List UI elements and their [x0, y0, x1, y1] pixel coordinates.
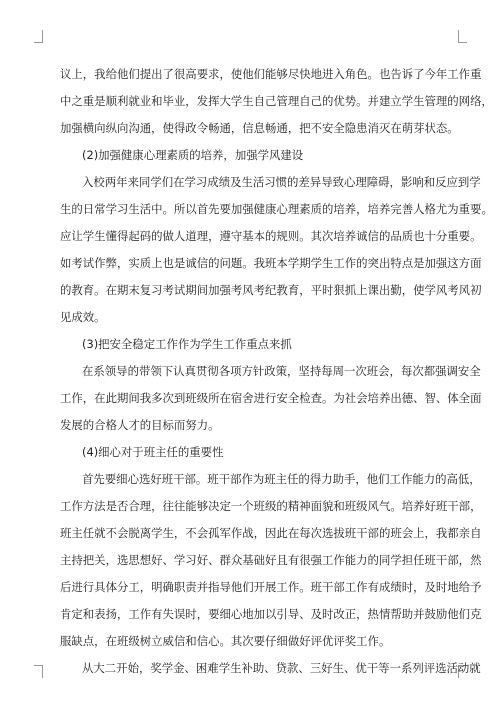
section-heading: (2)加强健康心理素质的培养，加强学风建设	[82, 148, 304, 162]
section-heading: (3)把安全稳定工作作为学生工作重点来抓	[82, 337, 292, 351]
body-text-line: 首先要细心选好班干部。班干部作为班主任的得力助手，他们工作能力的高低，	[82, 472, 481, 486]
corner-mark-bottom-left	[34, 665, 43, 678]
body-text-line: 入校两年来同学们在学习成绩及生活习惯的差异导致心理障碍，影响和反应到学	[82, 175, 481, 189]
corner-mark-top-left	[34, 30, 43, 43]
body-text-line: 的教育。在期末复习考试期间加强考风考纪教育，平时狠抓上课出勤，使学风考风初	[60, 283, 482, 297]
body-text-line: 后进行具体分工，明确职责并指导他们开展工作。班干部工作有成绩时，及时地给予	[60, 580, 482, 594]
body-text-line: 工作方法是否合理，往往能够决定一个班级的精神面貌和班级风气。培养好班干部，	[60, 499, 482, 513]
body-text-line: 议上，我给他们提出了很高要求，使他们能够尽快地进入角色。也告诉了今年工作重	[60, 67, 482, 81]
body-text-line: 如考试作弊，实质上也是诚信的问题。我班本学期学生工作的突出特点是加强这方面	[60, 256, 482, 270]
body-text-line: 班主任就不会脱离学生，不会孤军作战，因此在每次选拔班干部的班会上，我都亲自	[60, 526, 482, 540]
body-text-line: 见成效。	[60, 310, 106, 324]
corner-mark-top-right	[458, 30, 467, 43]
body-text-line: 主持把关，选思想好、学习好、群众基础好且有很强工作能力的同学担任班干部，然	[60, 553, 482, 567]
section-heading: (4)细心对于班主任的重要性	[82, 445, 224, 459]
body-text-line: 肯定和表扬，工作有失误时，要细心地加以引导、及时改正，热情帮助并鼓励他们克	[60, 607, 482, 621]
body-text-line: 发展的合格人才的目标而努力。	[60, 418, 220, 432]
body-text-line: 从大二开始，奖学金、困难学生补助、贷款、三好生、优干等一系列评选活动就	[82, 661, 481, 675]
body-text-line: 工作，在此期间我多次到班级所在宿舍进行安全检查。为社会培养出德、智、体全面	[60, 391, 482, 405]
body-text-line: 中之重是顺利就业和毕业，发挥大学生自己管理自己的优势。并建立学生管理的网络，	[60, 94, 493, 108]
body-text-line: 服缺点，在班级树立威信和信心。其次要仔细做好评优评奖工作。	[60, 634, 391, 648]
body-text-line: 在系领导的带领下认真贯彻各项方针政策，坚持每周一次班会，每次都强调安全	[82, 364, 481, 378]
body-text-line: 生的日常学习生活中。所以首先要加强健康心理素质的培养，培养完善人格尤为重要。	[60, 202, 493, 216]
body-text-line: 应让学生懂得起码的做人道理，遵守基本的规则。其次培养诚信的品质也十分重要。	[60, 229, 482, 243]
body-text-line: 加强横向纵向沟通，使得政令畅通，信息畅通，把不安全隐患消灭在萌芽状态。	[60, 121, 459, 135]
